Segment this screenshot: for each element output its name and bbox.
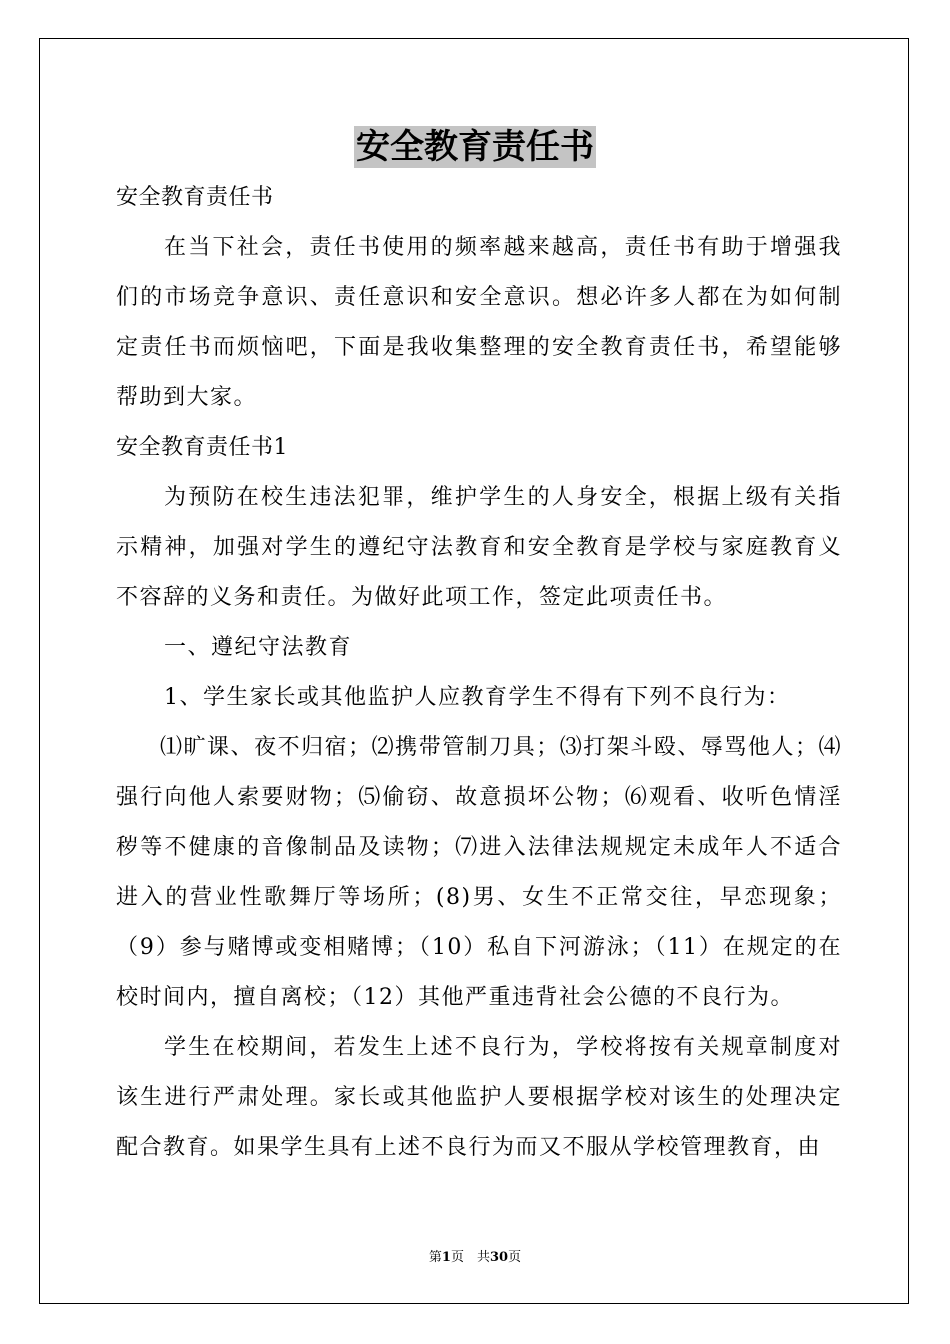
paragraph-heading-law-education: 一、遵纪守法教育 — [164, 635, 353, 660]
paragraph-section-heading: 安全教育责任书1 — [116, 435, 288, 460]
footer-page-prefix: 第 — [428, 1250, 442, 1265]
page-footer — [0, 1246, 950, 1265]
title-container — [0, 126, 950, 168]
paragraph-subtitle: 安全教育责任书 — [116, 185, 274, 210]
paragraph-purpose: 为预防在校生违法犯罪，维护学生的人身安全，根据上级有关指示精神，加强对学生的遵纪守法教育和安全教育是学校与家庭教育义不容辞的义务和责任。为做好此项工作，签定此项责任书。 — [116, 485, 842, 610]
paragraph-intro: 在当下社会，责任书使用的频率越来越高，责任书有助于增强我们的市场竞争意识、责任意识和安全意识。想必许多人都在为如何制定责任书而烦恼吧，下面是我收集整理的安全教育责任书，希望能够帮助到大家。 — [116, 235, 842, 410]
footer-total-pages: 30 — [489, 1250, 509, 1265]
paragraph-handling: 学生在校期间，若发生上述不良行为，学校将按有关规章制度对该生进行严肃处理。家长或其他监护人要根据学校对该生的处理决定配合教育。如果学生具有上述不良行为而又不服从学校管理教育，由 — [116, 1035, 842, 1160]
document-body — [116, 173, 842, 1173]
paragraph-behavior-list: ⑴旷课、夜不归宿；⑵携带管制刀具；⑶打架斗殴、辱骂他人；⑷强行向他人索要财物；⑸偷窃、故意损坏公物；⑹观看、收听色情淫秽等不健康的音像制品及读物；⑺进入法律法规规定未成年人不适合进入的营业性歌舞厅等场所；(8)男、女生不正常交往，早恋现象；（9）参与赌博或变相赌博；（10）私自下河游泳；（11）在规定的在校时间内，擅自离校；（12）其他严重违背社会公德的不良行为。 — [116, 735, 842, 1010]
paragraph-item-1: 1、学生家长或其他监护人应教育学生不得有下列不良行为： — [164, 685, 791, 710]
footer-page-suffix: 页 — [508, 1250, 522, 1265]
document-title: 安全教育责任书 — [356, 127, 594, 167]
footer-page-number: 1 — [441, 1250, 451, 1265]
footer-page-mid: 页 共 — [450, 1250, 490, 1265]
